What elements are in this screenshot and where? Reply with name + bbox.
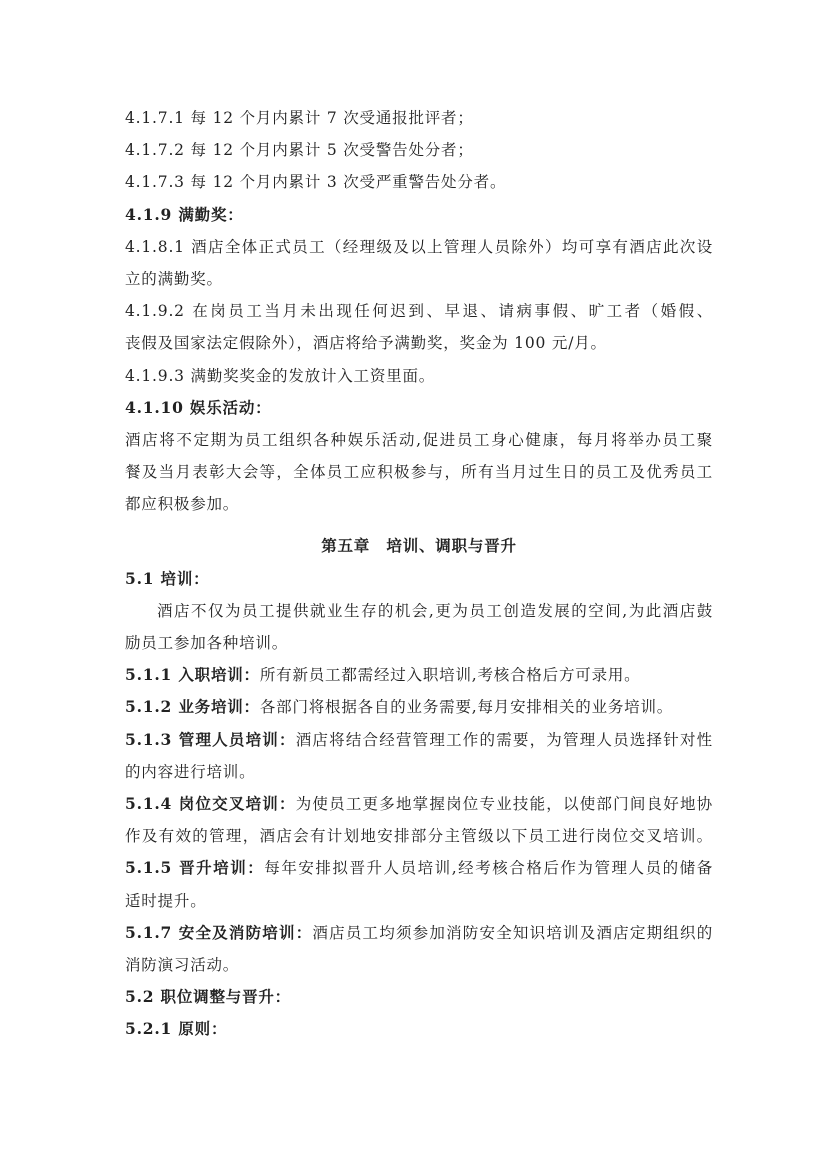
text-line	[125, 691, 713, 723]
text-line	[125, 134, 713, 166]
body-text: 酒店不仅为员工提供就业生存的机会,更为员工创造发展的空间,为此酒店鼓	[157, 601, 713, 620]
body-text: 4.1.9.3 满勤奖奖金的发放计入工资里面。	[125, 366, 436, 385]
text-line	[125, 295, 713, 327]
body-text: 各部门将根据各自的业务需要,每月安排相关的业务培训。	[259, 698, 674, 717]
text-line	[125, 788, 713, 820]
text-line	[125, 360, 713, 392]
body-text: 的内容进行培训。	[125, 762, 256, 781]
bold-heading: 5.1.7 安全及消防培训：	[125, 922, 313, 942]
text-line	[125, 199, 713, 231]
text-line	[125, 852, 713, 884]
bold-heading: 5.1 培训：	[125, 568, 210, 588]
text-line	[125, 424, 713, 456]
body-text: 4.1.8.1 酒店全体正式员工（经理级及以上管理人员除外）均可享有酒店此次设	[125, 237, 713, 256]
text-line	[125, 595, 713, 627]
bold-heading: 第五章 培训、调职与晋升	[321, 536, 517, 556]
body-text: 适时提升。	[125, 891, 207, 910]
body-text: 酒店将结合经营管理工作的需要，为管理人员选择针对性	[295, 730, 713, 749]
bold-heading: 4.1.10 娱乐活动：	[125, 397, 272, 417]
body-text: 4.1.7.2 每 12 个月内累计 5 次受警告处分者；	[125, 141, 474, 160]
document-page	[125, 102, 713, 1045]
body-text: 酒店将不定期为员工组织各种娱乐活动,促进员工身心健康，每月将举办员工聚	[125, 430, 713, 449]
body-text: 每年安排拟晋升人员培训,经考核合格后作为管理人员的储备	[264, 859, 713, 878]
body-text: 都应积极参加。	[125, 495, 240, 514]
text-line	[125, 102, 713, 134]
text-line	[125, 263, 713, 295]
text-line	[125, 724, 713, 756]
body-text: 励员工参加各种培训。	[125, 634, 289, 652]
text-line	[125, 563, 713, 595]
body-text: 作及有效的管理，酒店会有计划地安排部分主管级以下员工进行岗位交叉培训。	[125, 827, 713, 846]
text-line	[125, 392, 713, 424]
body-text: 所有新员工都需经过入职培训,考核合格后方可录用。	[259, 666, 641, 685]
text-line	[125, 659, 713, 691]
bold-heading: 5.1.4 岗位交叉培训：	[125, 793, 296, 813]
body-text: 4.1.9.2 在岗员工当月未出现任何迟到、早退、请病事假、旷工者（婚假、	[125, 302, 713, 321]
text-line	[125, 981, 713, 1013]
body-text: 丧假及国家法定假除外），酒店将给予满勤奖，奖金为 100 元/月。	[125, 334, 607, 353]
bold-heading: 5.1.2 业务培训：	[125, 697, 260, 717]
text-line	[125, 166, 713, 198]
text-line	[125, 231, 713, 263]
body-text: 4.1.7.3 每 12 个月内累计 3 次受严重警告处分者。	[125, 173, 507, 192]
chapter-heading	[125, 530, 713, 562]
bold-heading: 5.1.5 晋升培训：	[125, 858, 265, 878]
body-text: 餐及当月表彰大会等，全体员工应积极参与，所有当月过生日的员工及优秀员工	[125, 463, 713, 482]
bold-heading: 5.1.1 入职培训：	[125, 665, 260, 685]
text-line	[125, 1013, 713, 1045]
text-line	[125, 488, 713, 520]
body-text: 立的满勤奖。	[125, 269, 223, 288]
text-line	[125, 917, 713, 949]
body-text: 酒店员工均须参加消防安全知识培训及酒店定期组织的	[312, 923, 713, 942]
bold-heading: 5.2.1 原则：	[125, 1019, 228, 1039]
text-line	[125, 327, 713, 359]
text-line	[125, 820, 713, 852]
text-line	[125, 885, 713, 917]
text-line	[125, 949, 713, 981]
bold-heading: 5.2 职位调整与晋升：	[125, 987, 291, 1007]
body-text: 4.1.7.1 每 12 个月内累计 7 次受通报批评者；	[125, 109, 474, 127]
bold-heading: 5.1.3 管理人员培训：	[125, 729, 296, 749]
body-text: 消防演习活动。	[125, 955, 240, 974]
bold-heading: 4.1.9 满勤奖：	[125, 204, 244, 224]
text-line	[125, 627, 713, 659]
body-text: 为使员工更多地掌握岗位专业技能，以使部门间良好地协	[295, 794, 713, 813]
text-line	[125, 456, 713, 488]
text-line	[125, 756, 713, 788]
